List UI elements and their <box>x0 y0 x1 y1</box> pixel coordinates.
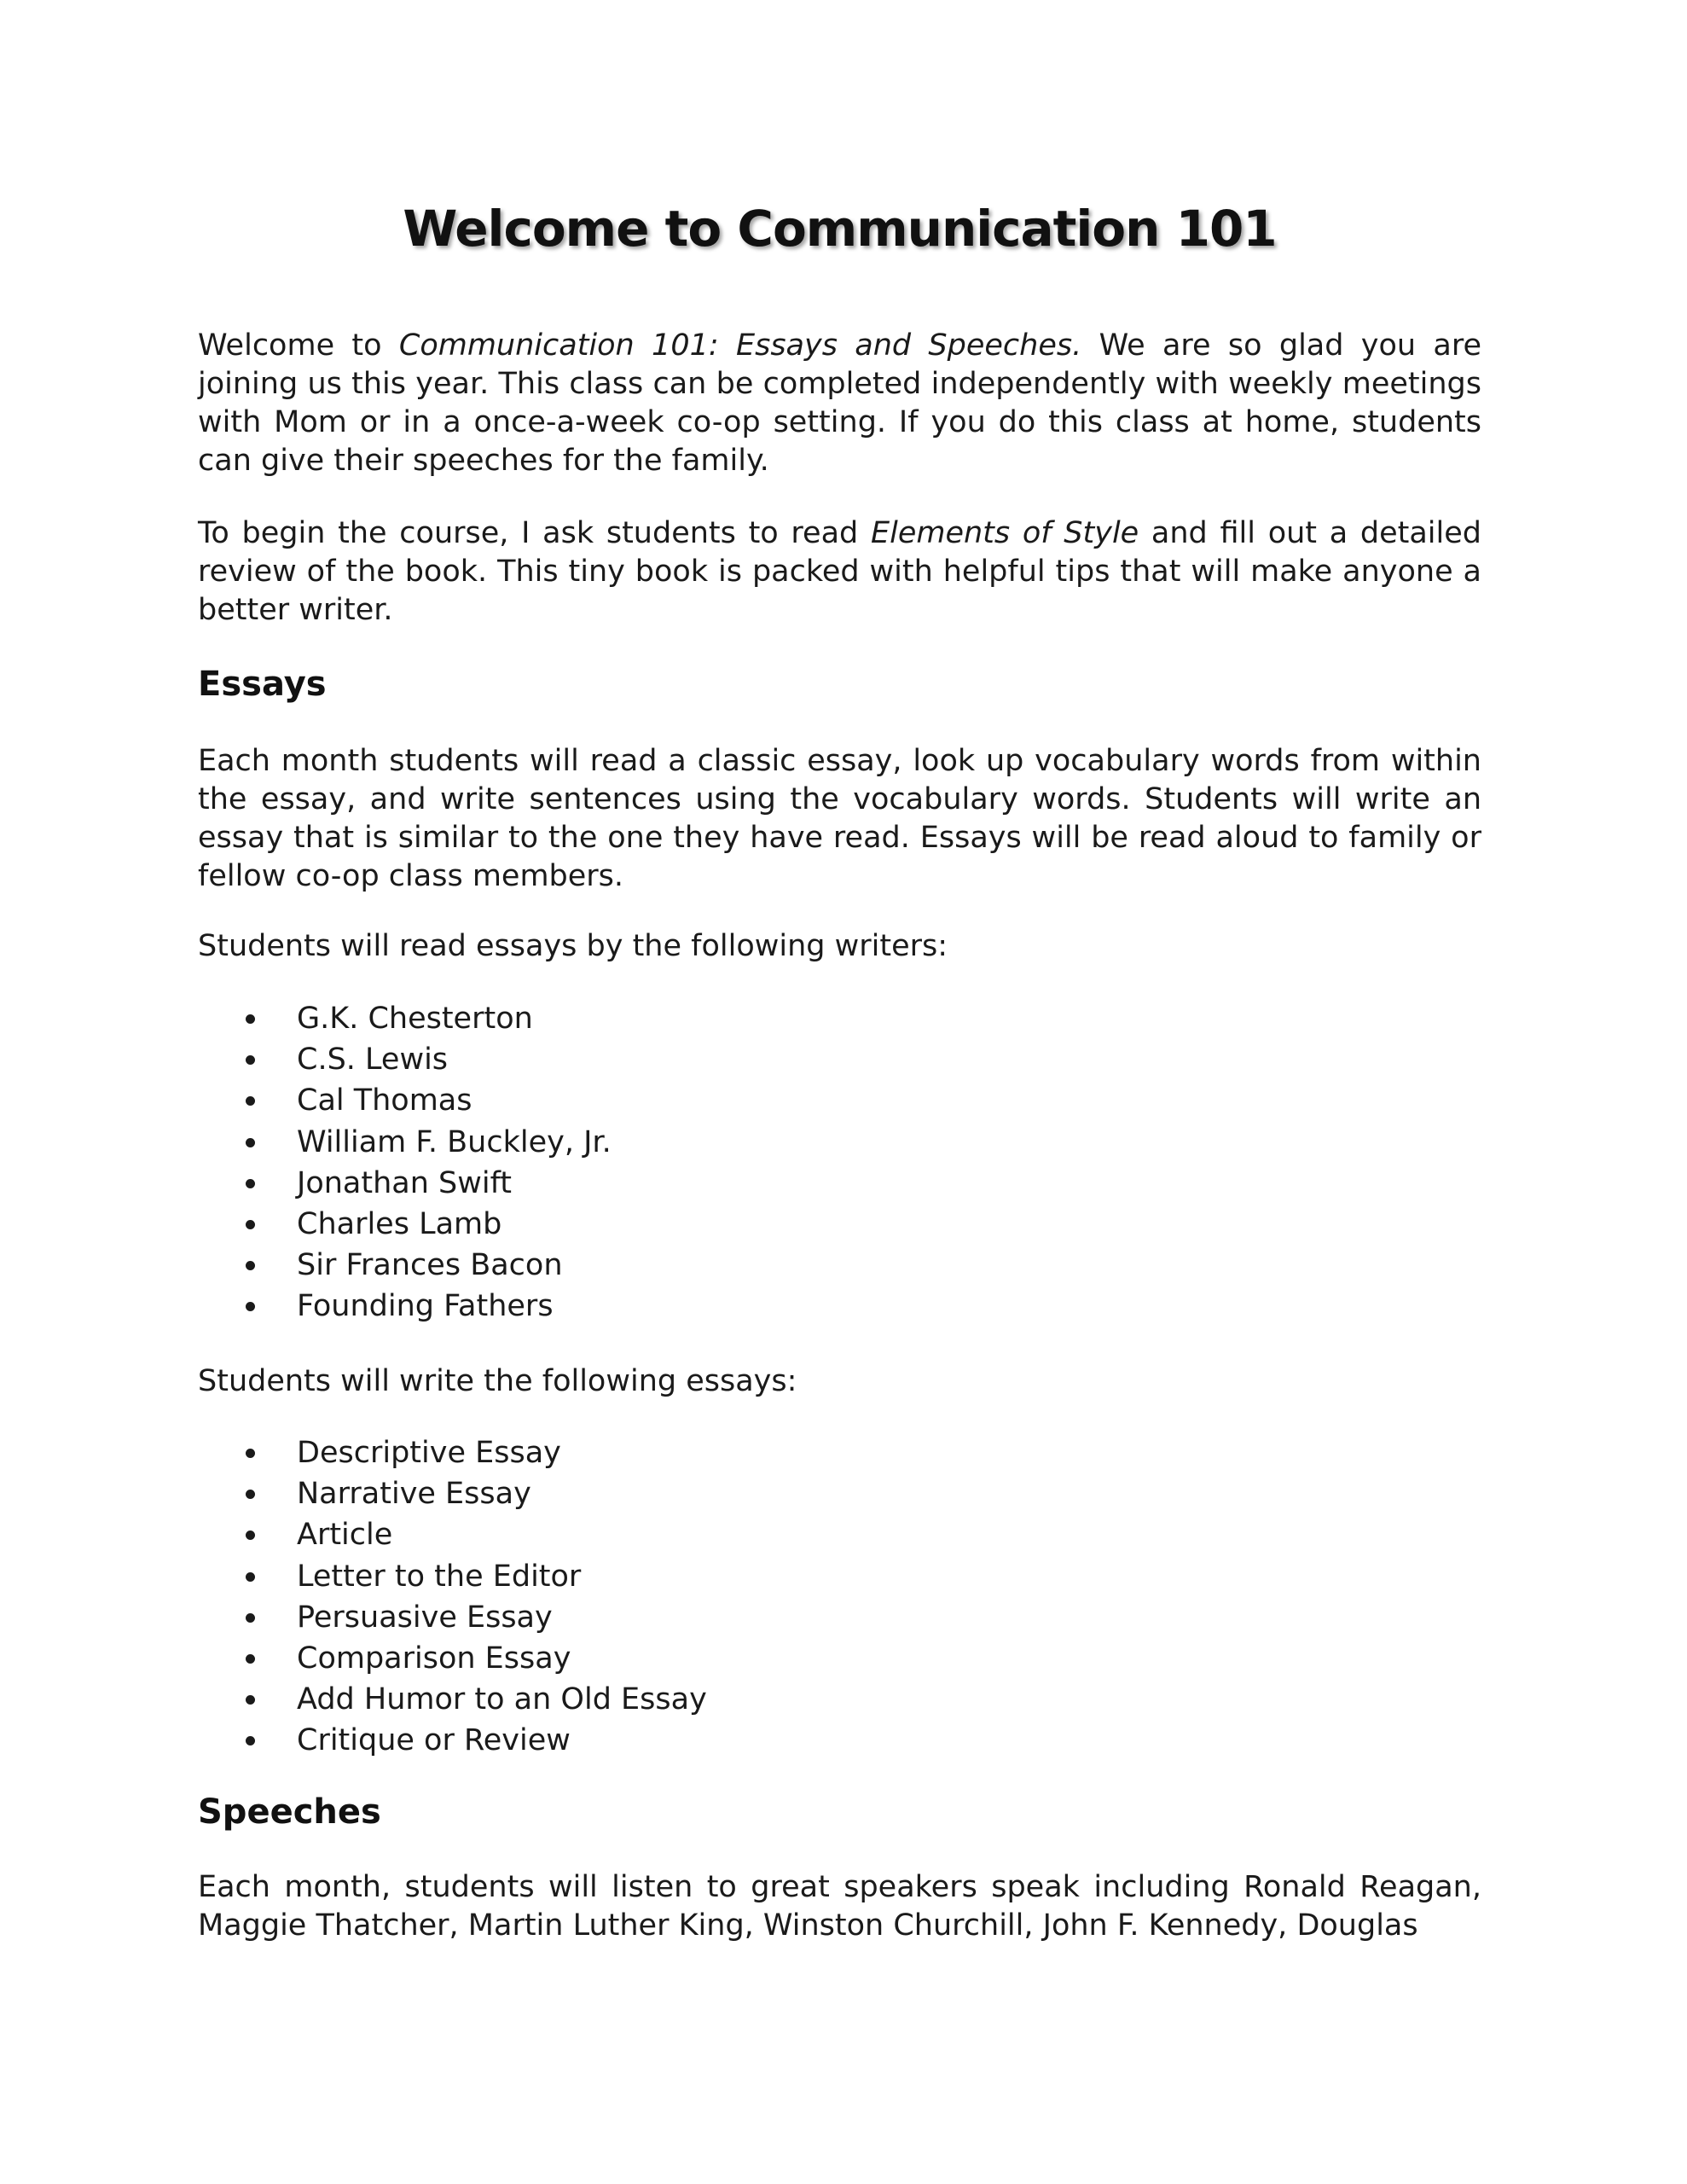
list-item: Letter to the Editor <box>198 1556 707 1597</box>
essays-heading: Essays <box>198 665 327 704</box>
intro-text: Welcome to <box>198 328 399 363</box>
speeches-heading: Speeches <box>198 1792 381 1832</box>
intro-paragraph-2 <box>198 514 1481 630</box>
bullet-icon <box>246 1138 255 1147</box>
list-item: Sir Frances Bacon <box>198 1245 612 1286</box>
essays-description: Each month students will read a classic essay, look up vocabulary words from within the essay, and write sentences using the vocabulary words. Students will write an essay that is similar to the one they have read. Essays will be read aloud to family or fellow co-op class members. <box>198 744 1481 893</box>
bullet-icon <box>246 1096 255 1106</box>
intro-text: To begin the course, I ask students to read <box>198 516 871 550</box>
bullet-icon <box>246 1736 255 1745</box>
bullet-icon <box>246 1572 255 1582</box>
bullet-icon <box>246 1695 255 1705</box>
list-item: Narrative Essay <box>198 1473 707 1514</box>
list-item: Add Humor to an Old Essay <box>198 1679 707 1720</box>
bullet-icon <box>246 1490 255 1499</box>
list-item: Charles Lamb <box>198 1204 612 1245</box>
list-item: Comparison Essay <box>198 1638 707 1679</box>
intro-paragraph-1 <box>198 327 1481 480</box>
intro-text: We are so glad you are joining us this year. This class can be completed independently with weekly meetings with Mom or in a once-a-week co-op setting. If you do this class at home, students can give their speeches for the family. <box>198 328 1481 478</box>
speeches-description: Each month, students will listen to great speakers speak including Ronald Reagan, Maggie Thatcher, Martin Luther King, Winston Churchill, John F. Kennedy, Douglas <box>198 1870 1481 1943</box>
essay-types-list <box>198 1432 707 1762</box>
writers-list <box>198 998 612 1327</box>
bullet-icon <box>246 1449 255 1458</box>
course-title: Communication 101: Essays and Speeches. <box>398 328 1082 363</box>
list-item: Jonathan Swift <box>198 1163 612 1204</box>
essay-types-intro: Students will write the following essays: <box>198 1364 797 1398</box>
bullet-icon <box>246 1055 255 1065</box>
list-item: Persuasive Essay <box>198 1597 707 1638</box>
book-title: Elements of Style <box>870 516 1139 550</box>
bullet-icon <box>246 1261 255 1270</box>
list-item: G.K. Chesterton <box>198 998 612 1039</box>
writers-intro: Students will read essays by the following writers: <box>198 929 948 963</box>
list-item: William F. Buckley, Jr. <box>198 1122 612 1163</box>
bullet-icon <box>246 1531 255 1540</box>
bullet-icon <box>246 1014 255 1024</box>
list-item: Descriptive Essay <box>198 1432 707 1473</box>
list-item: Cal Thomas <box>198 1080 612 1121</box>
list-item: Article <box>198 1514 707 1555</box>
bullet-icon <box>246 1220 255 1229</box>
bullet-icon <box>246 1302 255 1311</box>
bullet-icon <box>246 1613 255 1623</box>
list-item: Critique or Review <box>198 1720 707 1761</box>
list-item: Founding Fathers <box>198 1286 612 1327</box>
list-item: C.S. Lewis <box>198 1039 612 1080</box>
bullet-icon <box>246 1179 255 1188</box>
bullet-icon <box>246 1654 255 1664</box>
intro-text: and fill out a detailed review of the book. This tiny book is packed with helpful tips that will make anyone a better writer. <box>198 516 1482 627</box>
page-title: Welcome to Communication 101 <box>403 200 1277 258</box>
